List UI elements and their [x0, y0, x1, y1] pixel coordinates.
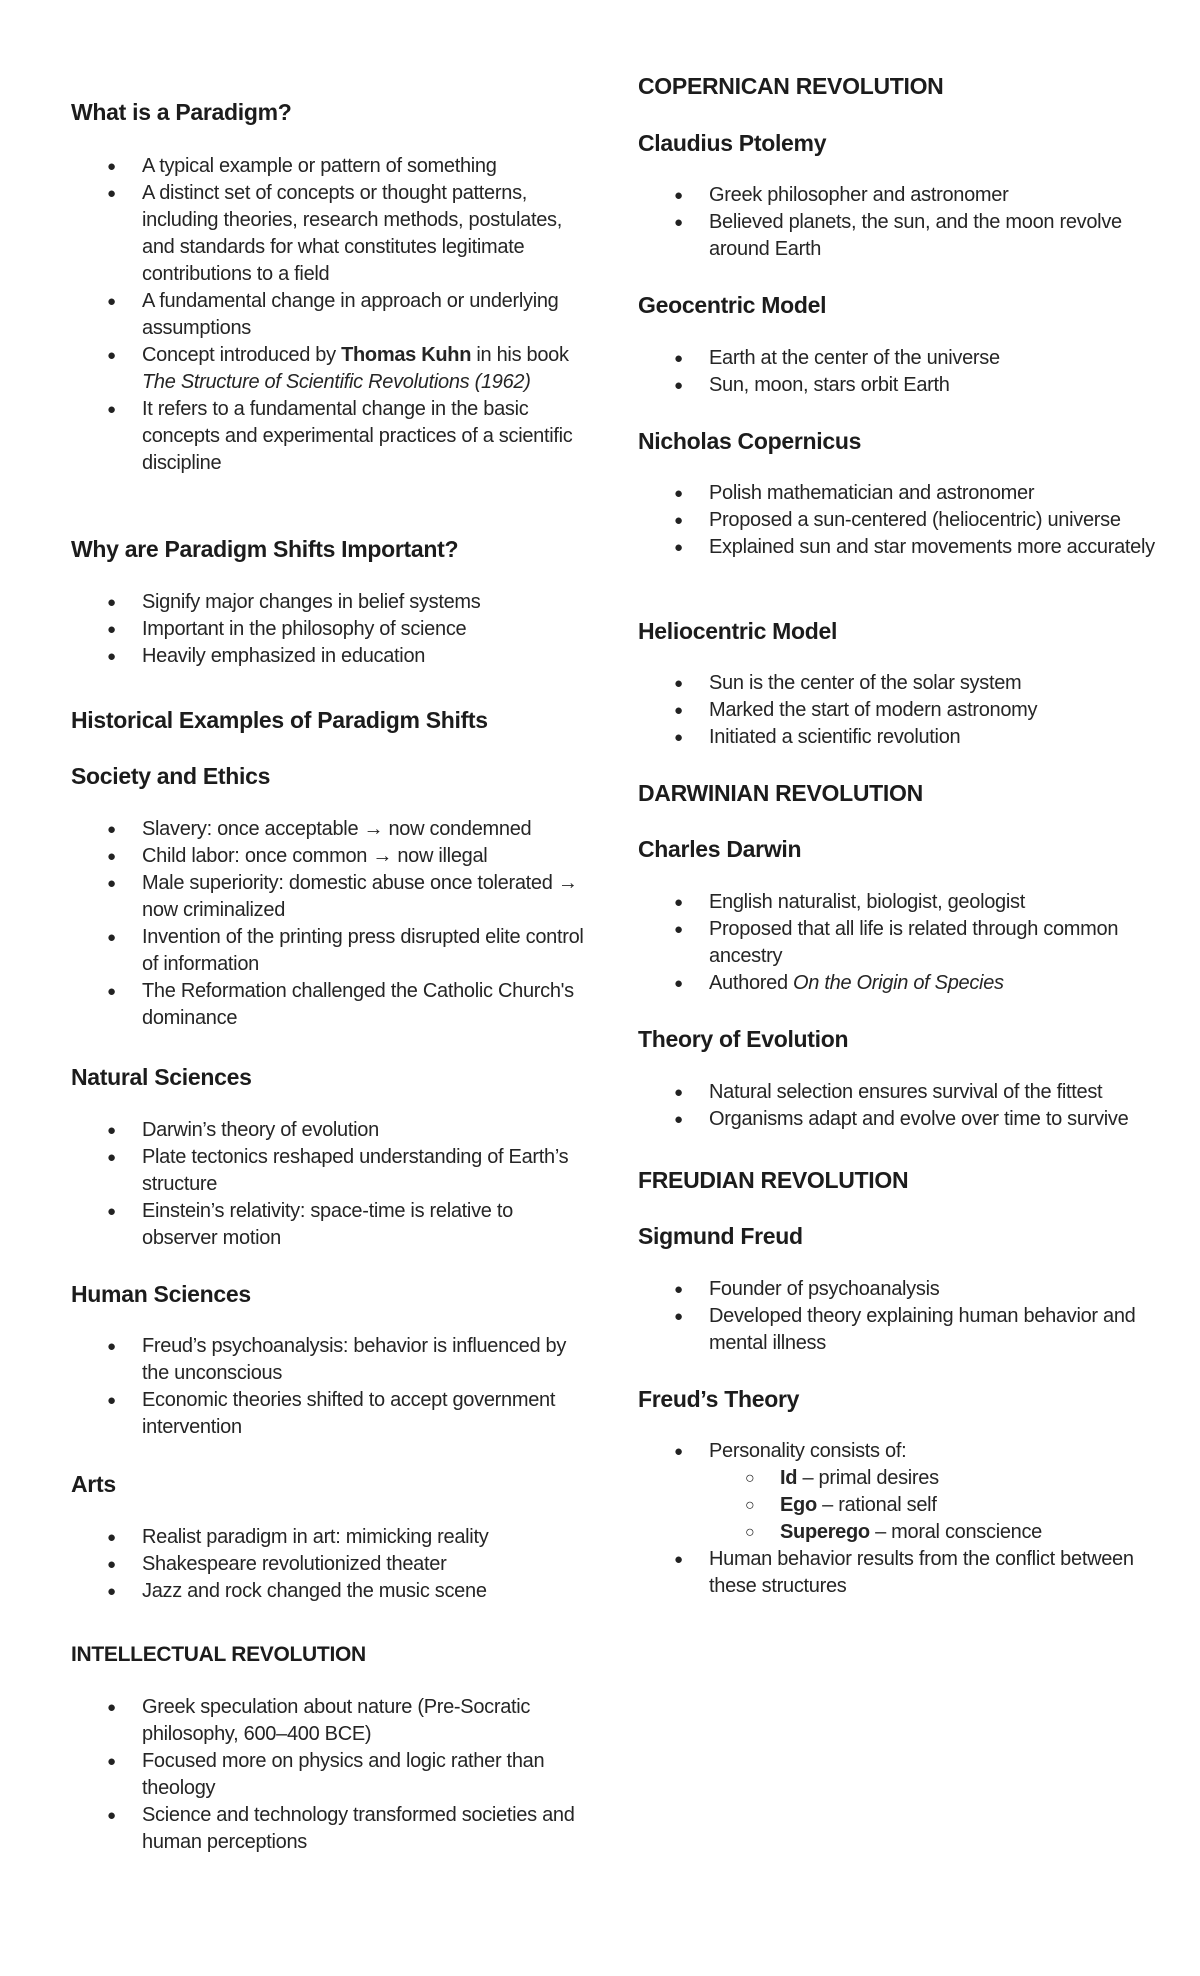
list-item: ● Jazz and rock changed the music scene: [71, 1578, 591, 1605]
list-human: [71, 1333, 591, 1441]
list-item: ● Organisms adapt and evolve over time to survive: [638, 1106, 1158, 1133]
heading-geocentric-model: Geocentric Model: [638, 292, 827, 318]
list-item: ● Human behavior results from the conflict between these structures: [638, 1546, 1158, 1600]
heading-natural-sciences: Natural Sciences: [71, 1064, 252, 1090]
list-item: ● Focused more on physics and logic rather than theology: [71, 1748, 591, 1802]
list-item: ● Shakespeare revolutionized theater: [71, 1551, 591, 1578]
term: Superego: [780, 1521, 870, 1543]
heading-intellectual-revolution: INTELLECTUAL REVOLUTION: [71, 1643, 366, 1666]
list-item: ● Earth at the center of the universe: [638, 345, 1158, 372]
list-item: ● Child labor: once common → now illegal: [71, 843, 591, 870]
list-arts: [71, 1524, 591, 1605]
heading-darwinian-revolution: DARWINIAN REVOLUTION: [638, 780, 923, 806]
heading-historical-examples: Historical Examples of Paradigm Shifts: [71, 707, 488, 733]
heading-claudius-ptolemy: Claudius Ptolemy: [638, 130, 827, 156]
list-item: ● Sun, moon, stars orbit Earth: [638, 372, 1158, 399]
list-item: ● A distinct set of concepts or thought patterns, including theories, research methods, postulates, and standards for what constitutes legitimate contributions to a field: [71, 180, 591, 288]
list-item: ● Freud’s psychoanalysis: behavior is influenced by the unconscious: [71, 1333, 591, 1387]
heading-society-ethics: Society and Ethics: [71, 763, 271, 789]
list-item: [638, 1438, 1158, 1546]
list-item: ● Explained sun and star movements more accurately: [638, 534, 1158, 561]
desc: – moral conscience: [869, 1521, 1043, 1543]
text: Authored: [709, 972, 794, 994]
desc: – rational self: [816, 1494, 937, 1516]
list-item: ● Natural selection ensures survival of the fittest: [638, 1079, 1158, 1106]
heading-sigmund-freud: Sigmund Freud: [638, 1223, 803, 1249]
list-intellectual: [71, 1694, 591, 1856]
sublist-item: [709, 1492, 1158, 1519]
heading-charles-darwin: Charles Darwin: [638, 836, 802, 862]
list-item: ● Realist paradigm in art: mimicking reality: [71, 1524, 591, 1551]
list-item: ● Marked the start of modern astronomy: [638, 697, 1158, 724]
list-item: [71, 342, 591, 396]
list-item: ● Economic theories shifted to accept government intervention: [71, 1387, 591, 1441]
author-name: Thomas Kuhn: [341, 344, 472, 366]
text: Personality consists of:: [709, 1440, 907, 1462]
list-item: ● The Reformation challenged the Catholic Church's dominance: [71, 978, 591, 1032]
list-item: ● Invention of the printing press disrupted elite control of information: [71, 924, 591, 978]
list-item: ● English naturalist, biologist, geologist: [638, 889, 1158, 916]
list-item: ● Male superiority: domestic abuse once tolerated → now criminalized: [71, 870, 591, 924]
list-item: ● Heavily emphasized in education: [71, 643, 591, 670]
desc: – primal desires: [797, 1467, 939, 1489]
term: Ego: [780, 1494, 817, 1516]
list-item: ● Initiated a scientific revolution: [638, 724, 1158, 751]
list-item: ● Proposed that all life is related through common ancestry: [638, 916, 1158, 970]
list-item: ● Proposed a sun-centered (heliocentric) universe: [638, 507, 1158, 534]
list-evolution: [638, 1079, 1158, 1133]
list-item: ● Signify major changes in belief systems: [71, 589, 591, 616]
list-copernicus: [638, 480, 1158, 561]
list-society: [71, 816, 591, 1032]
list-freud-theory: [638, 1438, 1158, 1600]
book-title: The Structure of Scientific Revolutions (1962): [142, 371, 531, 393]
list-ptolemy: [638, 182, 1158, 263]
sublist-item: [709, 1519, 1158, 1546]
heading-nicholas-copernicus: Nicholas Copernicus: [638, 428, 862, 454]
list-paradigm: [71, 153, 591, 477]
sublist-personality: [709, 1465, 1158, 1546]
heading-freudian-revolution: FREUDIAN REVOLUTION: [638, 1167, 909, 1193]
list-item: ● Greek philosopher and astronomer: [638, 182, 1158, 209]
heading-heliocentric-model: Heliocentric Model: [638, 618, 838, 644]
heading-theory-of-evolution: Theory of Evolution: [638, 1026, 849, 1052]
list-item: ● A typical example or pattern of something: [71, 153, 591, 180]
list-item: ● Plate tectonics reshaped understanding of Earth’s structure: [71, 1144, 591, 1198]
text: in his book: [471, 344, 569, 366]
list-item: [638, 970, 1158, 997]
list-item: ● Darwin’s theory of evolution: [71, 1117, 591, 1144]
list-item: ● Developed theory explaining human behavior and mental illness: [638, 1303, 1158, 1357]
list-item: ● Founder of psychoanalysis: [638, 1276, 1158, 1303]
heading-what-is-paradigm: What is a Paradigm?: [71, 99, 292, 125]
list-why: [71, 589, 591, 670]
list-freud: [638, 1276, 1158, 1357]
list-natural: [71, 1117, 591, 1252]
list-item: ● Polish mathematician and astronomer: [638, 480, 1158, 507]
heading-arts: Arts: [71, 1471, 116, 1497]
list-item: ● Greek speculation about nature (Pre-Socratic philosophy, 600–400 BCE): [71, 1694, 591, 1748]
list-heliocentric: [638, 670, 1158, 751]
term: Id: [780, 1467, 798, 1489]
text: Concept introduced by: [142, 344, 342, 366]
list-geocentric: [638, 345, 1158, 399]
list-item: ● Believed planets, the sun, and the moon revolve around Earth: [638, 209, 1158, 263]
heading-human-sciences: Human Sciences: [71, 1281, 251, 1307]
sublist-item: [709, 1465, 1158, 1492]
book-title: On the Origin of Species: [793, 972, 1004, 994]
list-item: ● Important in the philosophy of science: [71, 616, 591, 643]
heading-why-important: Why are Paradigm Shifts Important?: [71, 536, 459, 562]
list-item: ● It refers to a fundamental change in the basic concepts and experimental practices of a scientific discipline: [71, 396, 591, 477]
list-item: ● Slavery: once acceptable → now condemned: [71, 816, 591, 843]
list-item: ● A fundamental change in approach or underlying assumptions: [71, 288, 591, 342]
list-item: ● Einstein’s relativity: space-time is relative to observer motion: [71, 1198, 591, 1252]
heading-freuds-theory: Freud’s Theory: [638, 1386, 800, 1412]
list-darwin: [638, 889, 1158, 997]
list-item: ● Science and technology transformed societies and human perceptions: [71, 1802, 591, 1856]
heading-copernican-revolution: COPERNICAN REVOLUTION: [638, 73, 944, 99]
list-item: ● Sun is the center of the solar system: [638, 670, 1158, 697]
